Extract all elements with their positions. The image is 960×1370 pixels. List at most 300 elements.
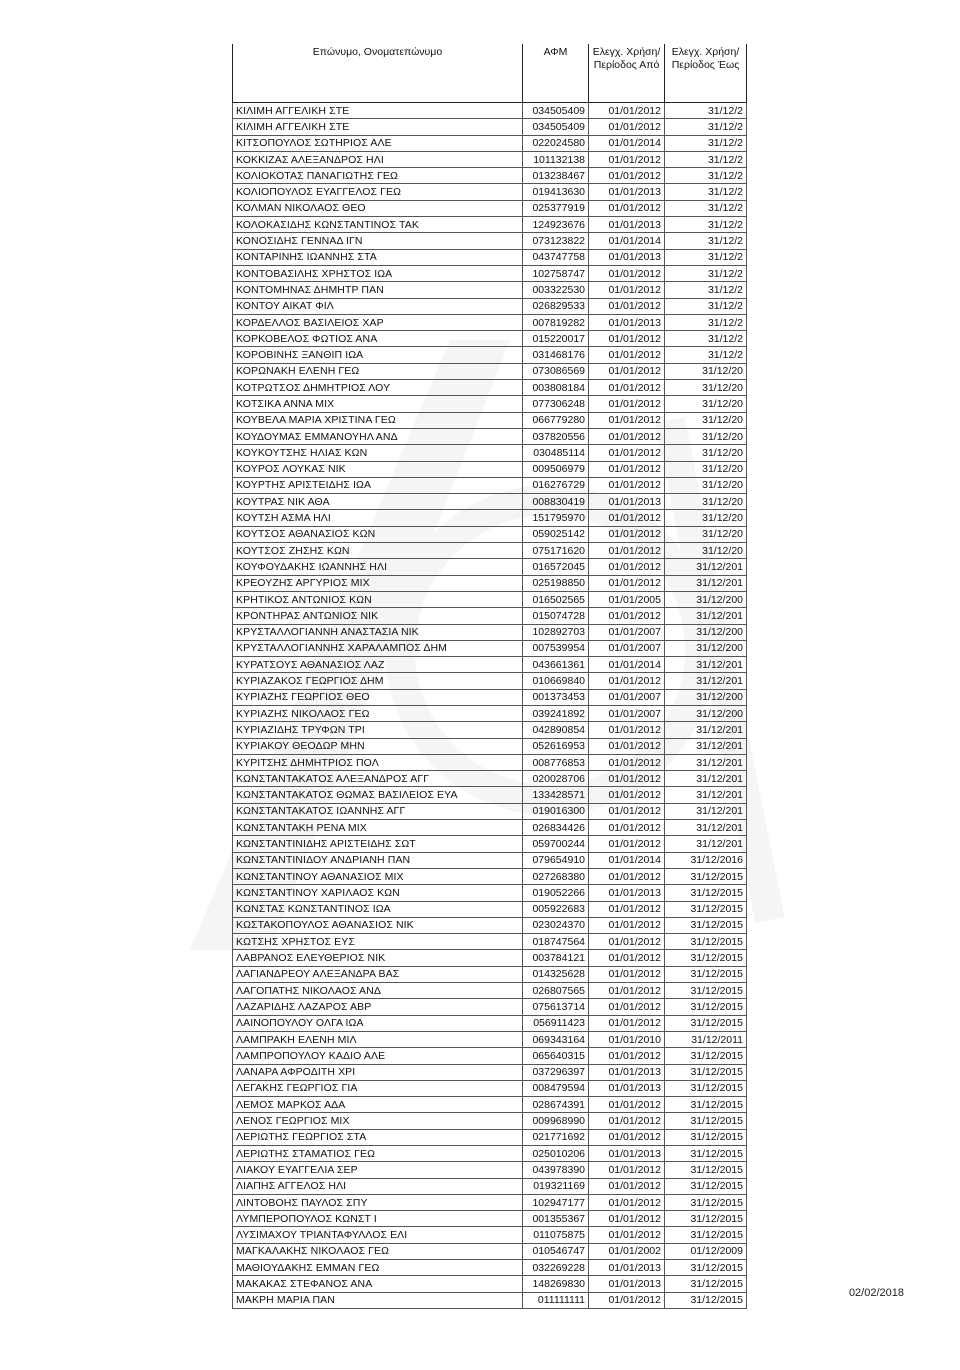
cell-afm: 015220017 [523, 331, 589, 347]
cell-from: 01/01/2012 [589, 803, 665, 819]
cell-name: ΚΟΛΜΑΝ ΝΙΚΟΛΑΟΣ ΘΕΟ [233, 200, 523, 216]
table-row [233, 591, 747, 607]
cell-from: 01/01/2012 [589, 950, 665, 966]
cell-afm: 001355367 [523, 1211, 589, 1227]
table-row [233, 282, 747, 298]
cell-to: 31/12/20 [665, 494, 747, 510]
cell-from: 01/01/2012 [589, 461, 665, 477]
cell-name: ΚΩΝΣΤΑΝΤΙΝΙΔΗΣ ΑΡΙΣΤΕΙΔΗΣ ΣΩΤ [233, 836, 523, 852]
cell-from: 01/01/2013 [589, 1064, 665, 1080]
cell-afm: 003322530 [523, 282, 589, 298]
cell-name: ΚΟΤΡΩΤΣΟΣ ΔΗΜΗΤΡΙΟΣ ΛΟΥ [233, 380, 523, 396]
cell-to: 31/12/2015 [665, 1015, 747, 1031]
cell-name: ΛΥΣΙΜΑΧΟΥ ΤΡΙΑΝΤΑΦΥΛΛΟΣ ΕΛΙ [233, 1227, 523, 1243]
cell-to: 31/12/2 [665, 314, 747, 330]
table-row [233, 494, 747, 510]
table-row [233, 608, 747, 624]
cell-afm: 037296397 [523, 1064, 589, 1080]
cell-afm: 065640315 [523, 1048, 589, 1064]
cell-to: 31/12/2 [665, 282, 747, 298]
cell-to: 31/12/200 [665, 705, 747, 721]
cell-name: ΚΟΥΤΣΟΣ ΑΘΑΝΑΣΙΟΣ ΚΩΝ [233, 526, 523, 542]
cell-afm: 016276729 [523, 477, 589, 493]
cell-from: 01/01/2014 [589, 135, 665, 151]
cell-to: 31/12/2015 [665, 966, 747, 982]
table-row [233, 314, 747, 330]
table-row [233, 445, 747, 461]
table-row [233, 852, 747, 868]
table-row [233, 983, 747, 999]
cell-to: 31/12/201 [665, 673, 747, 689]
cell-afm: 025010206 [523, 1146, 589, 1162]
cell-from: 01/01/2012 [589, 151, 665, 167]
cell-from: 01/01/2012 [589, 868, 665, 884]
cell-from: 01/01/2007 [589, 705, 665, 721]
cell-afm: 124923676 [523, 217, 589, 233]
cell-afm: 015074728 [523, 608, 589, 624]
cell-name: ΛΑΖΑΡΙΔΗΣ ΛΑΖΑΡΟΣ ΑΒΡ [233, 999, 523, 1015]
table-row [233, 526, 747, 542]
cell-from: 01/01/2012 [589, 298, 665, 314]
table-row [233, 510, 747, 526]
cell-from: 01/01/2012 [589, 1211, 665, 1227]
cell-to: 31/12/2015 [665, 1097, 747, 1113]
cell-from: 01/01/2010 [589, 1031, 665, 1047]
cell-from: 01/01/2002 [589, 1243, 665, 1259]
cell-afm: 013238467 [523, 168, 589, 184]
cell-to: 31/12/20 [665, 412, 747, 428]
cell-name: ΛΕΝΟΣ ΓΕΩΡΓΙΟΣ ΜΙΧ [233, 1113, 523, 1129]
cell-name: ΚΡΟΝΤΗΡΑΣ ΑΝΤΩΝΙΟΣ ΝΙΚ [233, 608, 523, 624]
cell-from: 01/01/2013 [589, 885, 665, 901]
cell-to: 31/12/2 [665, 184, 747, 200]
cell-from: 01/01/2005 [589, 591, 665, 607]
cell-name: ΚΙΤΣΟΠΟΥΛΟΣ ΣΩΤΗΡΙΟΣ ΑΛΕ [233, 135, 523, 151]
cell-to: 31/12/20 [665, 543, 747, 559]
cell-afm: 018747564 [523, 934, 589, 950]
cell-from: 01/01/2013 [589, 217, 665, 233]
table-row [233, 200, 747, 216]
cell-afm: 001373453 [523, 689, 589, 705]
cell-to: 31/12/2015 [665, 868, 747, 884]
cell-afm: 133428571 [523, 787, 589, 803]
cell-to: 31/12/2015 [665, 1113, 747, 1129]
cell-afm: 027268380 [523, 868, 589, 884]
cell-name: ΛΕΡΙΩΤΗΣ ΓΕΩΡΓΙΟΣ ΣΤΑ [233, 1129, 523, 1145]
cell-name: ΚΟΝΤΑΡΙΝΗΣ ΙΩΑΝΝΗΣ ΣΤΑ [233, 249, 523, 265]
cell-name: ΜΑΓΚΑΛΑΚΗΣ ΝΙΚΟΛΑΟΣ ΓΕΩ [233, 1243, 523, 1259]
cell-name: ΛΑΜΠΡΑΚΗ ΕΛΕΝΗ ΜΙΛ [233, 1031, 523, 1047]
table-row [233, 233, 747, 249]
cell-name: ΚΡΥΣΤΑΛΛΟΓΙΑΝΝΗΣ ΧΑΡΑΛΑΜΠΟΣ ΔΗΜ [233, 640, 523, 656]
cell-from: 01/01/2012 [589, 1227, 665, 1243]
cell-name: ΜΑΚΡΗ ΜΑΡΙΑ ΠΑΝ [233, 1292, 523, 1308]
cell-from: 01/01/2013 [589, 1260, 665, 1276]
table-row [233, 1276, 747, 1292]
table-row [233, 428, 747, 444]
cell-name: ΚΟΥΦΟΥΔΑΚΗΣ ΙΩΑΝΝΗΣ ΗΛΙ [233, 559, 523, 575]
cell-afm: 069343164 [523, 1031, 589, 1047]
cell-to: 31/12/201 [665, 722, 747, 738]
table-row [233, 168, 747, 184]
cell-from: 01/01/2012 [589, 575, 665, 591]
cell-name: ΚΟΝΟΣΙΔΗΣ ΓΕΝΝΑΔ ΙΓΝ [233, 233, 523, 249]
table-row [233, 1015, 747, 1031]
cell-to: 31/12/2016 [665, 852, 747, 868]
cell-to: 31/12/201 [665, 820, 747, 836]
cell-from: 01/01/2012 [589, 966, 665, 982]
table-row [233, 705, 747, 721]
cell-afm: 014325628 [523, 966, 589, 982]
cell-afm: 022024580 [523, 135, 589, 151]
cell-name: ΚΩΝΣΤΑΝΤΑΚΗ ΡΕΝΑ ΜΙΧ [233, 820, 523, 836]
cell-name: ΚΟΛΙΟΠΟΥΛΟΣ ΕΥΑΓΓΕΛΟΣ ΓΕΩ [233, 184, 523, 200]
table-row [233, 1113, 747, 1129]
cell-from: 01/01/2012 [589, 934, 665, 950]
cell-name: ΚΥΡΙΑΚΟΥ ΘΕΟΔΩΡ ΜΗΝ [233, 738, 523, 754]
cell-to: 31/12/20 [665, 461, 747, 477]
cell-to: 31/12/2 [665, 151, 747, 167]
cell-afm: 011075875 [523, 1227, 589, 1243]
cell-to: 31/12/2 [665, 103, 747, 119]
cell-from: 01/01/2013 [589, 249, 665, 265]
cell-afm: 003784121 [523, 950, 589, 966]
cell-to: 31/12/201 [665, 657, 747, 673]
cell-to: 31/12/2 [665, 331, 747, 347]
cell-afm: 101132138 [523, 151, 589, 167]
cell-name: ΚΩΝΣΤΑΝΤΙΝΙΔΟΥ ΑΝΔΡΙΑΝΗ ΠΑΝ [233, 852, 523, 868]
cell-to: 31/12/20 [665, 526, 747, 542]
records-table [232, 44, 747, 1309]
cell-name: ΚΟΡΩΝΑΚΗ ΕΛΕΝΗ ΓΕΩ [233, 363, 523, 379]
cell-afm: 019413630 [523, 184, 589, 200]
cell-to: 31/12/2015 [665, 917, 747, 933]
cell-afm: 009506979 [523, 461, 589, 477]
cell-afm: 037820556 [523, 428, 589, 444]
cell-to: 31/12/200 [665, 689, 747, 705]
cell-name: ΚΩΝΣΤΑΝΤΑΚΑΤΟΣ ΑΛΕΞΑΝΔΡΟΣ ΑΓΓ [233, 771, 523, 787]
cell-to: 31/12/20 [665, 477, 747, 493]
cell-name: ΛΕΡΙΩΤΗΣ ΣΤΑΜΑΤΙΟΣ ΓΕΩ [233, 1146, 523, 1162]
cell-to: 31/12/2015 [665, 983, 747, 999]
cell-name: ΚΥΡΑΤΣΟΥΣ ΑΘΑΝΑΣΙΟΣ ΛΑΖ [233, 657, 523, 673]
cell-from: 01/01/2013 [589, 1146, 665, 1162]
cell-from: 01/01/2012 [589, 1113, 665, 1129]
cell-from: 01/01/2012 [589, 917, 665, 933]
cell-from: 01/01/2013 [589, 314, 665, 330]
cell-from: 01/01/2007 [589, 624, 665, 640]
cell-from: 01/01/2012 [589, 412, 665, 428]
cell-to: 31/12/20 [665, 510, 747, 526]
cell-afm: 019321169 [523, 1178, 589, 1194]
cell-name: ΜΑΚΑΚΑΣ ΣΤΕΦΑΝΟΣ ΑΝΑ [233, 1276, 523, 1292]
cell-to: 31/12/2015 [665, 1260, 747, 1276]
cell-from: 01/01/2012 [589, 771, 665, 787]
table-row [233, 820, 747, 836]
table-row [233, 298, 747, 314]
cell-from: 01/01/2012 [589, 983, 665, 999]
table-row [233, 412, 747, 428]
cell-from: 01/01/2012 [589, 1162, 665, 1178]
cell-to: 01/12/2009 [665, 1243, 747, 1259]
cell-to: 31/12/20 [665, 445, 747, 461]
table-row [233, 966, 747, 982]
table-row [233, 1194, 747, 1210]
table-header-row [233, 44, 747, 103]
table-row [233, 803, 747, 819]
cell-from: 01/01/2012 [589, 380, 665, 396]
cell-afm: 026834426 [523, 820, 589, 836]
cell-from: 01/01/2012 [589, 1292, 665, 1308]
cell-name: ΚΥΡΙΑΖΗΣ ΓΕΩΡΓΙΟΣ ΘΕΟ [233, 689, 523, 705]
cell-afm: 020028706 [523, 771, 589, 787]
table-row [233, 1146, 747, 1162]
cell-name: ΚΟΤΣΙΚΑ ΑΝΝΑ ΜΙΧ [233, 396, 523, 412]
cell-name: ΚΩΤΣΗΣ ΧΡΗΣΤΟΣ ΕΥΣ [233, 934, 523, 950]
table-row [233, 543, 747, 559]
cell-from: 01/01/2014 [589, 657, 665, 673]
cell-from: 01/01/2012 [589, 265, 665, 281]
cell-name: ΚΡΥΣΤΑΛΛΟΓΙΑΝΝΗ ΑΝΑΣΤΑΣΙΑ ΝΙΚ [233, 624, 523, 640]
cell-afm: 039241892 [523, 705, 589, 721]
table-row [233, 934, 747, 950]
table-row [233, 1292, 747, 1308]
table-row [233, 640, 747, 656]
cell-from: 01/01/2012 [589, 559, 665, 575]
cell-to: 31/12/20 [665, 428, 747, 444]
cell-from: 01/01/2012 [589, 673, 665, 689]
cell-name: ΚΟΥΡΟΣ ΛΟΥΚΑΣ ΝΙΚ [233, 461, 523, 477]
cell-afm: 031468176 [523, 347, 589, 363]
table-row [233, 754, 747, 770]
cell-name: ΛΑΝΑΡΑ ΑΦΡΟΔΙΤΗ ΧΡΙ [233, 1064, 523, 1080]
cell-to: 31/12/20 [665, 363, 747, 379]
cell-from: 01/01/2012 [589, 282, 665, 298]
cell-afm: 079654910 [523, 852, 589, 868]
cell-to: 31/12/201 [665, 575, 747, 591]
cell-from: 01/01/2007 [589, 640, 665, 656]
table-row [233, 1227, 747, 1243]
table-row [233, 151, 747, 167]
cell-from: 01/01/2012 [589, 1178, 665, 1194]
cell-name: ΚΙΛΙΜΗ ΑΓΓΕΛΙΚΗ ΣΤΕ [233, 103, 523, 119]
header-to: Ελεγχ. Χρήση/Περίοδος Έως [665, 44, 747, 103]
table-row [233, 689, 747, 705]
cell-afm: 059025142 [523, 526, 589, 542]
table-row [233, 673, 747, 689]
cell-name: ΚΟΡΚΟΒΕΛΟΣ ΦΩΤΙΟΣ ΑΝΑ [233, 331, 523, 347]
cell-from: 01/01/2012 [589, 1048, 665, 1064]
cell-name: ΚΙΛΙΜΗ ΑΓΓΕΛΙΚΗ ΣΤΕ [233, 119, 523, 135]
cell-afm: 073123822 [523, 233, 589, 249]
cell-name: ΚΟΛΟΚΑΣΙΔΗΣ ΚΩΝΣΤΑΝΤΙΝΟΣ ΤΑΚ [233, 217, 523, 233]
cell-to: 31/12/2015 [665, 950, 747, 966]
cell-to: 31/12/2015 [665, 1146, 747, 1162]
cell-name: ΚΟΥΡΤΗΣ ΑΡΙΣΤΕΙΔΗΣ ΙΩΑ [233, 477, 523, 493]
cell-from: 01/01/2012 [589, 168, 665, 184]
table-row [233, 477, 747, 493]
header-afm: ΑΦΜ [523, 44, 589, 103]
cell-to: 31/12/201 [665, 608, 747, 624]
cell-to: 31/12/201 [665, 836, 747, 852]
cell-afm: 005922683 [523, 901, 589, 917]
cell-name: ΚΥΡΙΑΖΙΔΗΣ ΤΡΥΦΩΝ ΤΡΙ [233, 722, 523, 738]
cell-name: ΛΑΙΝΟΠΟΥΛΟΥ ΟΛΓΑ ΙΩΑ [233, 1015, 523, 1031]
cell-to: 31/12/2 [665, 200, 747, 216]
cell-to: 31/12/2 [665, 347, 747, 363]
cell-afm: 056911423 [523, 1015, 589, 1031]
cell-to: 31/12/2015 [665, 1227, 747, 1243]
cell-to: 31/12/2015 [665, 1211, 747, 1227]
cell-afm: 025377919 [523, 200, 589, 216]
cell-to: 31/12/2 [665, 249, 747, 265]
cell-to: 31/12/2 [665, 233, 747, 249]
cell-name: ΚΟΛΙΟΚΟΤΑΣ ΠΑΝΑΓΙΩΤΗΣ ΓΕΩ [233, 168, 523, 184]
cell-name: ΚΟΝΤΟΥ ΑΙΚΑΤ ΦΙΛ [233, 298, 523, 314]
cell-name: ΛΑΒΡΑΝΟΣ ΕΛΕΥΘΕΡΙΟΣ ΝΙΚ [233, 950, 523, 966]
table-row [233, 1031, 747, 1047]
cell-to: 31/12/20 [665, 396, 747, 412]
cell-to: 31/12/2015 [665, 885, 747, 901]
cell-name: ΚΟΡΔΕΛΛΟΣ ΒΑΣΙΛΕΙΟΣ ΧΑΡ [233, 314, 523, 330]
cell-to: 31/12/200 [665, 640, 747, 656]
cell-to: 31/12/201 [665, 738, 747, 754]
cell-to: 31/12/200 [665, 591, 747, 607]
cell-afm: 102892703 [523, 624, 589, 640]
cell-name: ΛΙΑΚΟΥ ΕΥΑΓΓΕΛΙΑ ΣΕΡ [233, 1162, 523, 1178]
cell-from: 01/01/2007 [589, 689, 665, 705]
table-row [233, 396, 747, 412]
cell-from: 01/01/2012 [589, 119, 665, 135]
cell-to: 31/12/2015 [665, 1048, 747, 1064]
table-row [233, 461, 747, 477]
cell-from: 01/01/2012 [589, 1097, 665, 1113]
cell-from: 01/01/2012 [589, 722, 665, 738]
table-row [233, 885, 747, 901]
cell-from: 01/01/2012 [589, 103, 665, 119]
cell-afm: 102947177 [523, 1194, 589, 1210]
table-row [233, 1243, 747, 1259]
cell-afm: 025198850 [523, 575, 589, 591]
cell-to: 31/12/2015 [665, 1194, 747, 1210]
table-row [233, 217, 747, 233]
table-body [233, 103, 747, 1309]
cell-name: ΚΩΣΤΑΚΟΠΟΥΛΟΣ ΑΘΑΝΑΣΙΟΣ ΝΙΚ [233, 917, 523, 933]
table-row [233, 135, 747, 151]
cell-afm: 151795970 [523, 510, 589, 526]
cell-to: 31/12/2 [665, 298, 747, 314]
cell-name: ΚΟΝΤΟΒΑΣΙΛΗΣ ΧΡΗΣΤΟΣ ΙΩΑ [233, 265, 523, 281]
table-row [233, 624, 747, 640]
cell-from: 01/01/2012 [589, 428, 665, 444]
cell-afm: 028674391 [523, 1097, 589, 1113]
table-row [233, 1162, 747, 1178]
cell-afm: 026829533 [523, 298, 589, 314]
cell-name: ΚΥΡΙΑΖΑΚΟΣ ΓΕΩΡΓΙΟΣ ΔΗΜ [233, 673, 523, 689]
cell-to: 31/12/2011 [665, 1031, 747, 1047]
table-row [233, 738, 747, 754]
table-row [233, 249, 747, 265]
table-row [233, 184, 747, 200]
cell-name: ΚΟΚΚΙΖΑΣ ΑΛΕΞΑΝΔΡΟΣ ΗΛΙ [233, 151, 523, 167]
table-row [233, 331, 747, 347]
cell-name: ΚΟΝΤΟΜΗΝΑΣ ΔΗΜΗΤΡ ΠΑΝ [233, 282, 523, 298]
cell-from: 01/01/2013 [589, 1080, 665, 1096]
cell-from: 01/01/2012 [589, 820, 665, 836]
cell-afm: 019052266 [523, 885, 589, 901]
cell-to: 31/12/201 [665, 787, 747, 803]
cell-from: 01/01/2012 [589, 901, 665, 917]
table-row [233, 868, 747, 884]
cell-from: 01/01/2012 [589, 1129, 665, 1145]
table-row [233, 901, 747, 917]
cell-to: 31/12/2015 [665, 1178, 747, 1194]
cell-afm: 043978390 [523, 1162, 589, 1178]
cell-from: 01/01/2012 [589, 608, 665, 624]
cell-name: ΚΥΡΙΑΖΗΣ ΝΙΚΟΛΑΟΣ ΓΕΩ [233, 705, 523, 721]
table-row [233, 363, 747, 379]
cell-name: ΚΩΝΣΤΑΝΤΑΚΑΤΟΣ ΙΩΑΝΝΗΣ ΑΓΓ [233, 803, 523, 819]
cell-from: 01/01/2013 [589, 1276, 665, 1292]
cell-afm: 032269228 [523, 1260, 589, 1276]
table-row [233, 1097, 747, 1113]
cell-from: 01/01/2012 [589, 526, 665, 542]
cell-name: ΚΩΝΣΤΑΝΤΙΝΟΥ ΑΘΑΝΑΣΙΟΣ ΜΙΧ [233, 868, 523, 884]
cell-to: 31/12/2015 [665, 1129, 747, 1145]
cell-to: 31/12/201 [665, 803, 747, 819]
cell-name: ΚΟΡΟΒΙΝΗΣ ΞΑΝΘΙΠ ΙΩΑ [233, 347, 523, 363]
cell-from: 01/01/2012 [589, 477, 665, 493]
table-row [233, 771, 747, 787]
cell-name: ΛΑΓΟΠΑΤΗΣ ΝΙΚΟΛΑΟΣ ΑΝΔ [233, 983, 523, 999]
cell-afm: 073086569 [523, 363, 589, 379]
cell-from: 01/01/2012 [589, 396, 665, 412]
table-row [233, 103, 747, 119]
cell-from: 01/01/2012 [589, 1194, 665, 1210]
table-row [233, 950, 747, 966]
table-row [233, 999, 747, 1015]
cell-afm: 021771692 [523, 1129, 589, 1145]
cell-afm: 016572045 [523, 559, 589, 575]
cell-name: ΚΟΥΤΣΗ ΑΣΜΑ ΗΛΙ [233, 510, 523, 526]
cell-from: 01/01/2013 [589, 184, 665, 200]
cell-to: 31/12/201 [665, 754, 747, 770]
cell-afm: 052616953 [523, 738, 589, 754]
table-row [233, 1178, 747, 1194]
cell-afm: 007819282 [523, 314, 589, 330]
cell-name: ΚΟΥΔΟΥΜΑΣ ΕΜΜΑΝΟΥΗΛ ΑΝΔ [233, 428, 523, 444]
cell-afm: 010669840 [523, 673, 589, 689]
header-from: Ελεγχ. Χρήση/Περίοδος Από [589, 44, 665, 103]
cell-afm: 034505409 [523, 103, 589, 119]
cell-name: ΚΟΥΤΣΟΣ ΖΗΣΗΣ ΚΩΝ [233, 543, 523, 559]
table-row [233, 1260, 747, 1276]
table-row [233, 836, 747, 852]
header-name: Επώνυμο, Ονοματεπώνυμο [233, 44, 523, 103]
cell-from: 01/01/2012 [589, 347, 665, 363]
cell-from: 01/01/2012 [589, 363, 665, 379]
cell-from: 01/01/2012 [589, 1015, 665, 1031]
cell-afm: 030485114 [523, 445, 589, 461]
cell-name: ΚΟΥΚΟΥΤΣΗΣ ΗΛΙΑΣ ΚΩΝ [233, 445, 523, 461]
cell-from: 01/01/2012 [589, 787, 665, 803]
cell-to: 31/12/2015 [665, 901, 747, 917]
cell-afm: 102758747 [523, 265, 589, 281]
cell-afm: 075171620 [523, 543, 589, 559]
cell-from: 01/01/2012 [589, 200, 665, 216]
cell-to: 31/12/2015 [665, 1276, 747, 1292]
cell-name: ΜΑΘΙΟΥΔΑΚΗΣ ΕΜΜΑΝ ΓΕΩ [233, 1260, 523, 1276]
